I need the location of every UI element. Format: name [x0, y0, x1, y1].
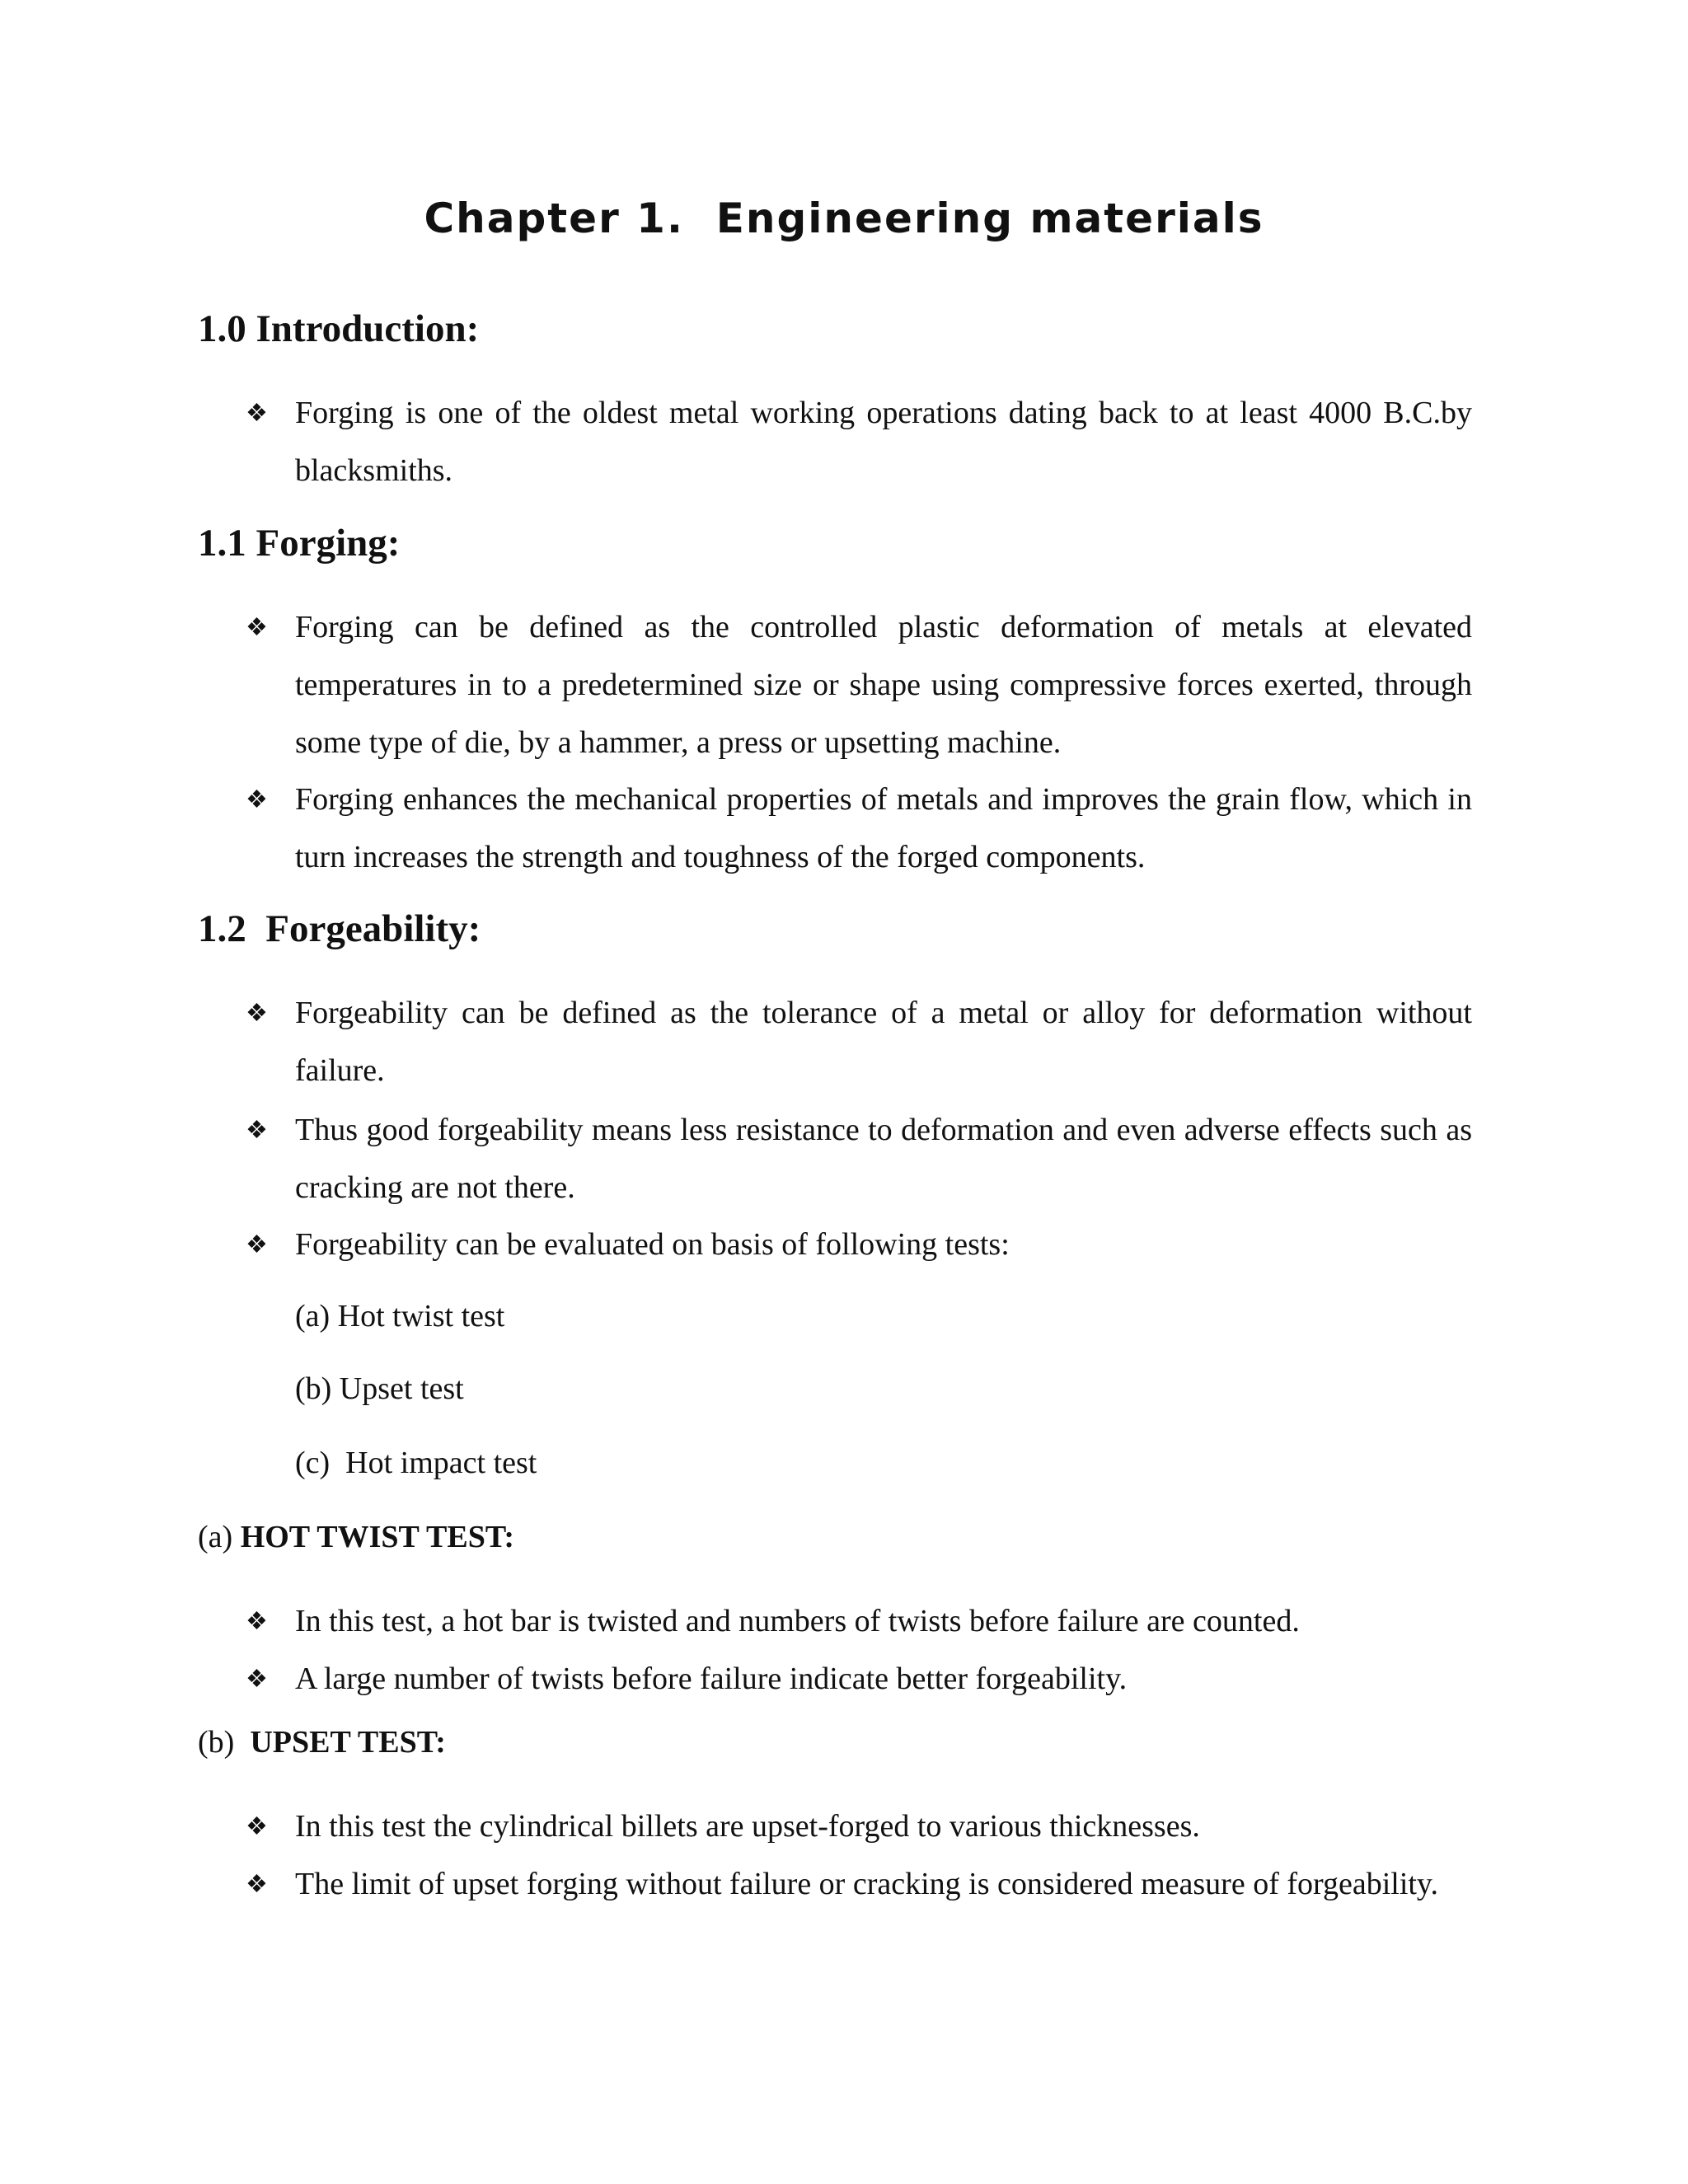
bullet-icon: ❖ — [246, 785, 268, 814]
subsection-title: HOT TWIST TEST: — [240, 1520, 515, 1554]
forgeability-bullet-1: Forgeability can be defined as the tolerance of a metal or alloy for deformation without failure. — [295, 996, 1472, 1088]
test-list-item: (a) Hot twist test — [295, 1299, 505, 1333]
upset-bullet-1: In this test the cylindrical billets are upset-forged to various thicknesses. — [295, 1809, 1200, 1844]
bullet-icon: ❖ — [246, 1870, 268, 1899]
bullet-icon: ❖ — [246, 1116, 268, 1145]
section-heading-forgeability: 1.2 Forgeability: — [198, 907, 481, 950]
test-list-item: (b) Upset test — [295, 1371, 464, 1406]
bullet-icon: ❖ — [246, 613, 268, 642]
forgeability-bullet-2: Thus good forgeability means less resistance to deformation and even adverse effects such as cracking are not there. — [295, 1113, 1472, 1205]
bullet-icon: ❖ — [246, 399, 268, 428]
subsection-prefix: (a) — [198, 1520, 241, 1554]
upset-bullet-2: The limit of upset forging without failure or cracking is considered measure of forgeability. — [295, 1867, 1438, 1901]
subsection-prefix: (b) — [198, 1725, 251, 1760]
forging-bullet-1: Forging can be defined as the controlled plastic deformation of metals at elevated temperatures in to a predetermined size or shape using compressive forces exerted, through some type of die, by a hammer, a press or upsetting machine. — [295, 610, 1472, 760]
intro-bullet-1: Forging is one of the oldest metal working operations dating back to at least 4000 B.C.by blacksmiths. — [295, 396, 1472, 488]
bullet-icon: ❖ — [246, 1230, 268, 1259]
hot-twist-bullet-1: In this test, a hot bar is twisted and numbers of twists before failure are counted. — [295, 1604, 1300, 1638]
subsection-heading-upset — [198, 1724, 446, 1760]
chapter-title: Chapter 1. Engineering materials — [424, 194, 1264, 242]
bullet-icon: ❖ — [246, 1812, 268, 1841]
bullet-icon: ❖ — [246, 1607, 268, 1636]
subsection-heading-hot-twist — [198, 1519, 514, 1555]
forgeability-bullet-3: Forgeability can be evaluated on basis of following tests: — [295, 1227, 1010, 1262]
hot-twist-bullet-2: A large number of twists before failure indicate better forgeability. — [295, 1661, 1128, 1696]
test-list-item: (c) Hot impact test — [295, 1446, 537, 1480]
bullet-icon: ❖ — [246, 999, 268, 1028]
bullet-icon: ❖ — [246, 1665, 268, 1694]
section-heading-introduction: 1.0 Introduction: — [198, 307, 480, 350]
forging-bullet-2: Forging enhances the mechanical properties of metals and improves the grain flow, which in turn increases the strength and toughness of the forged components. — [295, 782, 1472, 874]
subsection-title: UPSET TEST: — [250, 1725, 446, 1760]
section-heading-forging: 1.1 Forging: — [198, 522, 401, 565]
